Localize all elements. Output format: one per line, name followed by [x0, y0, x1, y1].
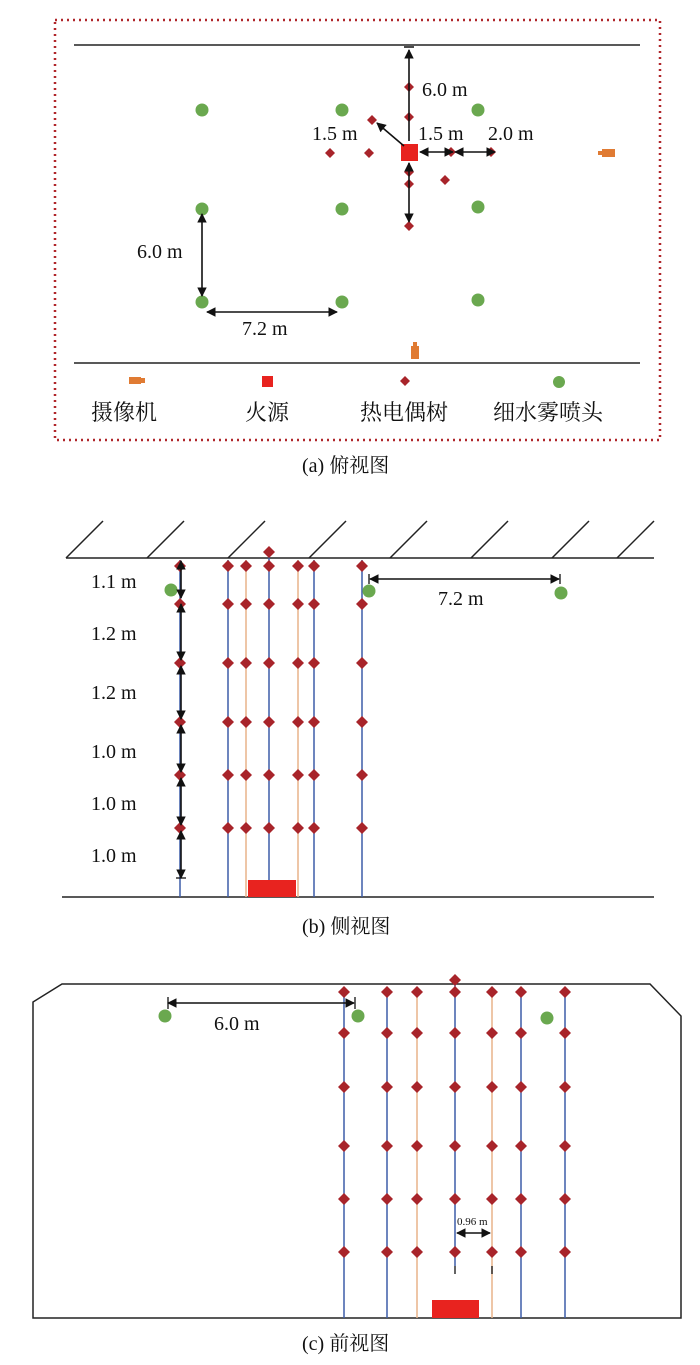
thermocouple-tree-icon — [559, 1027, 571, 1039]
thermocouple-tree-icon — [308, 822, 320, 834]
thermocouple-tree-icon — [486, 1193, 498, 1205]
legend-sprinkler-label: 细水雾喷头 — [493, 400, 604, 425]
dim-label-vertical: 6.0 m — [137, 241, 183, 263]
fire-source-icon — [262, 376, 273, 387]
dim-label-up: 6.0 m — [422, 79, 468, 101]
water-mist-nozzle-icon — [553, 376, 565, 388]
side-dim-4: 1.0 m — [91, 741, 137, 763]
thermocouple-tree-icon — [449, 1140, 461, 1152]
thermocouple-tree-icon — [338, 1140, 350, 1152]
thermocouple-tree-icon — [263, 822, 275, 834]
camera-icon — [129, 377, 141, 384]
thermocouple-tree-icon — [559, 986, 571, 998]
thermocouple-tree-icon — [356, 822, 368, 834]
dim-label-far-right: 2.0 m — [488, 123, 534, 145]
thermocouple-tree-icon — [411, 1193, 423, 1205]
thermocouple-tree-icon — [240, 822, 252, 834]
thermocouple-tree-icon — [364, 148, 374, 158]
thermocouple-tree-icon — [308, 598, 320, 610]
thermocouple-tree-icon — [449, 1081, 461, 1093]
thermocouple-tree-icon — [411, 1140, 423, 1152]
camera-icon — [602, 149, 615, 157]
legend-camera-label: 摄像机 — [91, 400, 158, 425]
legend-sprinkler — [493, 376, 604, 425]
thermocouple-tree-icon — [338, 1193, 350, 1205]
thermocouple-tree-icon — [292, 560, 304, 572]
ceiling-hatching — [66, 521, 654, 558]
thermocouple-tree-icon — [559, 1246, 571, 1258]
legend-thermocouple-label: 热电偶树 — [360, 400, 449, 425]
side-dim-1: 1.1 m — [91, 571, 137, 593]
thermocouple-tree-icon — [174, 769, 186, 781]
legend — [91, 376, 604, 425]
thermocouple-tree-icon — [381, 1081, 393, 1093]
thermocouple-tree-icon — [292, 598, 304, 610]
thermocouple-tree-icon — [222, 822, 234, 834]
thermocouple-tree-icon — [404, 221, 414, 231]
water-mist-nozzle-icon — [165, 584, 178, 597]
thermocouple-tree-icon — [263, 657, 275, 669]
thermocouple-tree-icon — [222, 657, 234, 669]
side-dim-3: 1.2 m — [91, 682, 137, 704]
thermocouple-tree-icon — [486, 986, 498, 998]
thermocouple-tree-icon — [174, 822, 186, 834]
thermocouple-tree-icon — [515, 986, 527, 998]
tunnel-cross-section-outline — [33, 984, 681, 1318]
thermocouple-tree-icon — [559, 1081, 571, 1093]
thermocouple-tree-icon — [174, 560, 186, 572]
legend-fire-label: 火源 — [245, 400, 290, 425]
thermocouple-tree-icon — [367, 115, 377, 125]
water-mist-nozzle-icon — [159, 1010, 172, 1023]
thermocouple-tree-icon — [486, 1027, 498, 1039]
thermocouple-tree-icon — [515, 1140, 527, 1152]
thermocouple-tree-icon — [400, 376, 410, 386]
water-mist-nozzle-icon — [352, 1010, 365, 1023]
thermocouple-tree-icon — [222, 560, 234, 572]
front-dim-horizontal: 6.0 m — [214, 1013, 260, 1035]
water-mist-nozzle-icon — [336, 296, 349, 309]
side-thermocouples — [174, 546, 368, 834]
front-dimension-arrows — [168, 1003, 490, 1233]
thermocouple-tree-icon — [411, 986, 423, 998]
thermocouple-tree-icon — [263, 769, 275, 781]
thermocouple-tree-icon — [263, 716, 275, 728]
thermocouple-tree-icon — [486, 1140, 498, 1152]
thermocouple-tree-icon — [222, 769, 234, 781]
thermocouple-tree-icon — [440, 175, 450, 185]
thermocouple-tree-icon — [240, 769, 252, 781]
thermocouple-tree-icon — [515, 1246, 527, 1258]
thermocouple-tree-icon — [174, 716, 186, 728]
thermocouple-tree-icon — [263, 560, 275, 572]
thermocouple-tree-icon — [449, 1027, 461, 1039]
thermocouple-tree-icon — [338, 1081, 350, 1093]
thermocouple-tree-icon — [308, 769, 320, 781]
thermocouple-tree-icon — [449, 1193, 461, 1205]
legend-thermocouple — [360, 376, 448, 425]
side-dim-2: 1.2 m — [91, 623, 137, 645]
top-view-panel — [55, 20, 660, 477]
thermocouple-tree-icon — [222, 598, 234, 610]
water-mist-nozzle-icon — [541, 1012, 554, 1025]
legend-fire — [245, 376, 290, 425]
thermocouple-tree-icon — [222, 716, 234, 728]
thermocouple-tree-icon — [559, 1140, 571, 1152]
side-dim-5: 1.0 m — [91, 793, 137, 815]
fire-source-icon — [248, 880, 296, 897]
thermocouple-tree-icon — [449, 986, 461, 998]
legend-camera — [91, 377, 157, 425]
dim-label-horizontal: 7.2 m — [242, 318, 288, 340]
thermocouple-tree-icon — [263, 546, 275, 558]
top-camera-bottom — [411, 342, 419, 359]
thermocouple-tree-icon — [381, 1027, 393, 1039]
thermocouple-tree-icon — [559, 1193, 571, 1205]
thermocouple-tree-icon — [411, 1246, 423, 1258]
thermocouple-tree-icon — [292, 822, 304, 834]
thermocouple-tree-icon — [381, 1246, 393, 1258]
water-mist-nozzle-icon — [336, 203, 349, 216]
thermocouple-tree-icon — [486, 1246, 498, 1258]
water-mist-nozzle-icon — [472, 104, 485, 117]
caption-side-view: (b) 侧视图 — [302, 916, 391, 938]
water-mist-nozzle-icon — [196, 203, 209, 216]
thermocouple-tree-icon — [411, 1027, 423, 1039]
thermocouple-tree-icon — [338, 1246, 350, 1258]
thermocouple-tree-icon — [381, 1193, 393, 1205]
water-mist-nozzle-icon — [196, 296, 209, 309]
water-mist-nozzle-icon — [555, 587, 568, 600]
thermocouple-tree-icon — [308, 716, 320, 728]
thermocouple-tree-icon — [356, 716, 368, 728]
thermocouple-tree-icon — [486, 1081, 498, 1093]
caption-top-view: (a) 俯视图 — [302, 455, 390, 477]
thermocouple-tree-icon — [240, 716, 252, 728]
thermocouple-tree-icon — [411, 1081, 423, 1093]
thermocouple-tree-icon — [292, 769, 304, 781]
thermocouple-tree-icon — [308, 657, 320, 669]
thermocouple-tree-icon — [356, 560, 368, 572]
thermocouple-tree-icon — [308, 560, 320, 572]
thermocouple-tree-icon — [174, 657, 186, 669]
thermocouple-tree-icon — [174, 598, 186, 610]
fire-source-icon — [401, 144, 418, 161]
thermocouple-tree-icon — [356, 769, 368, 781]
thermocouple-tree-icon — [515, 1081, 527, 1093]
thermocouple-tree-icon — [325, 148, 335, 158]
water-mist-nozzle-icon — [363, 585, 376, 598]
thermocouple-tree-icon — [240, 657, 252, 669]
thermocouple-tree-icon — [263, 598, 275, 610]
thermocouple-tree-icon — [381, 1140, 393, 1152]
thermocouple-tree-icon — [356, 598, 368, 610]
water-mist-nozzle-icon — [472, 201, 485, 214]
caption-front-view: (c) 前视图 — [302, 1333, 390, 1355]
side-dim-6: 1.0 m — [91, 845, 137, 867]
thermocouple-tree-icon — [515, 1193, 527, 1205]
side-sprinklers — [165, 584, 568, 600]
top-camera-right — [598, 149, 615, 157]
thermocouple-tree-icon — [449, 1246, 461, 1258]
thermocouple-tree-icon — [240, 560, 252, 572]
thermocouple-tree-icon — [338, 1027, 350, 1039]
water-mist-nozzle-icon — [472, 294, 485, 307]
water-mist-nozzle-icon — [336, 104, 349, 117]
front-view-panel — [33, 974, 681, 1355]
fire-source-icon — [432, 1300, 479, 1318]
thermocouple-tree-icon — [240, 598, 252, 610]
dim-label-right: 1.5 m — [418, 123, 464, 145]
thermocouple-tree-icon — [292, 716, 304, 728]
front-dim-pole-spacing: 0.96 m — [457, 1216, 488, 1228]
thermocouple-tree-icon — [381, 986, 393, 998]
side-view-panel — [62, 521, 654, 938]
side-dim-horizontal: 7.2 m — [438, 588, 484, 610]
dim-label-left: 1.5 m — [312, 123, 358, 145]
side-dimension-arrows — [181, 561, 559, 878]
camera-icon — [411, 346, 419, 359]
thermocouple-tree-icon — [292, 657, 304, 669]
water-mist-nozzle-icon — [196, 104, 209, 117]
thermocouple-tree-icon — [515, 1027, 527, 1039]
top-view-dotted-border — [55, 20, 660, 440]
thermocouple-tree-icon — [338, 986, 350, 998]
thermocouple-tree-icon — [356, 657, 368, 669]
